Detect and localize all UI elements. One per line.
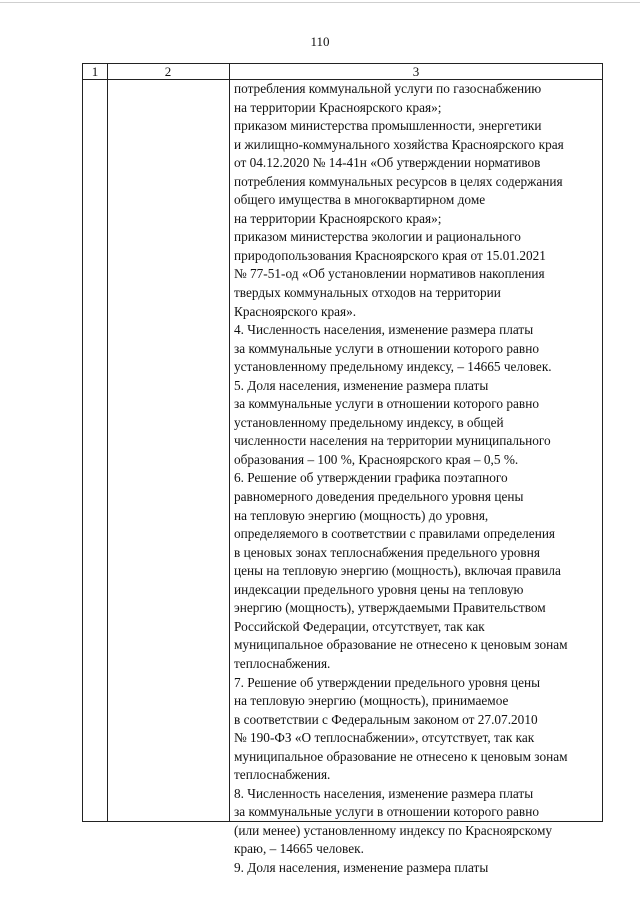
column-header-2: 2 [164, 64, 172, 79]
text-line: численности населения на территории муниципального [234, 433, 551, 449]
text-line: на территории Красноярского края»; [234, 210, 442, 226]
text-line: Красноярского края». [234, 303, 357, 319]
text-line: (или менее) установленному индексу по Красноярскому [234, 822, 553, 838]
text-line: потребления коммунальных ресурсов в целях содержания [234, 173, 563, 189]
text-line: равномерного доведения предельного уровня цены [234, 489, 524, 505]
text-line: потребления коммунальной услуги по газоснабжению [234, 81, 542, 96]
text-line: 4. Численность населения, изменение размера платы [234, 322, 534, 338]
text-line: № 77-51-од «Об установлении нормативов накопления [234, 266, 545, 282]
text-line: Российской Федерации, отсутствует, так как [234, 618, 485, 634]
top-scan-edge-line [0, 2, 640, 3]
text-line: природопользования Красноярского края от 15.01.2021 [234, 247, 546, 263]
text-line: на территории Красноярского края»; [234, 99, 442, 115]
column-divider-1 [107, 64, 108, 821]
text-line: приказом министерства экологии и рационального [234, 229, 521, 245]
text-line: муниципальное образование не отнесено к ценовым зонам [234, 748, 568, 764]
text-line: за коммунальные услуги в отношении которого равно [234, 396, 539, 412]
page-number: 110 [310, 34, 330, 49]
text-line: муниципальное образование не отнесено к ценовым зонам [234, 637, 568, 653]
text-line: индексации предельного уровня цены на тепловую [234, 581, 524, 597]
text-line: на тепловую энергию (мощность) до уровня, [234, 507, 489, 523]
text-line: цены на тепловую энергию (мощность), включая правила [234, 563, 561, 579]
text-line: общего имущества в многоквартирном доме [234, 192, 486, 208]
text-line: образования – 100 %, Красноярского края – 0,5 %. [234, 451, 519, 467]
text-line: № 190-ФЗ «О теплоснабжении», отсутствует, так как [234, 730, 535, 746]
text-line: энергию (мощность), утверждаемыми Правительством [234, 600, 546, 616]
text-line: 9. Доля населения, изменение размера платы [234, 859, 489, 875]
text-line: и жилищно-коммунального хозяйства Красноярского края [234, 136, 564, 152]
text-line: твердых коммунальных отходов на территории [234, 285, 501, 301]
text-line: определяемого в соответствии с правилами определения [234, 526, 556, 542]
text-line: краю, – 14665 человек. [234, 841, 364, 857]
column-header-3: 3 [412, 64, 420, 79]
text-line: от 04.12.2020 № 14-41н «Об утверждении нормативов [234, 155, 541, 171]
text-line: за коммунальные услуги в отношении которого равно [234, 804, 539, 820]
text-line: 6. Решение об утверждении графика поэтапного [234, 470, 508, 486]
text-line: теплоснабжения. [234, 767, 331, 783]
text-line: теплоснабжения. [234, 655, 331, 671]
document-table [82, 63, 603, 875]
text-line: 7. Решение об утверждении предельного уровня цены [234, 674, 541, 690]
text-line: 5. Доля населения, изменение размера платы [234, 377, 489, 393]
column-divider-2 [229, 64, 230, 821]
text-line: в соответствии с Федеральным законом от 27.07.2010 [234, 711, 538, 727]
text-line: установленному предельному индексу, в общей [234, 414, 504, 430]
text-line: 8. Численность населения, изменение размера платы [234, 785, 534, 801]
column-header-1: 1 [91, 64, 99, 79]
text-line: установленному предельному индексу, – 14665 человек. [234, 359, 552, 375]
text-line: приказом министерства промышленности, энергетики [234, 118, 542, 134]
text-line: в ценовых зонах теплоснабжения предельного уровня [234, 544, 540, 560]
text-line: на тепловую энергию (мощность), принимаемое [234, 693, 509, 709]
column-3-text [234, 80, 601, 878]
text-line: за коммунальные услуги в отношении которого равно [234, 340, 539, 356]
